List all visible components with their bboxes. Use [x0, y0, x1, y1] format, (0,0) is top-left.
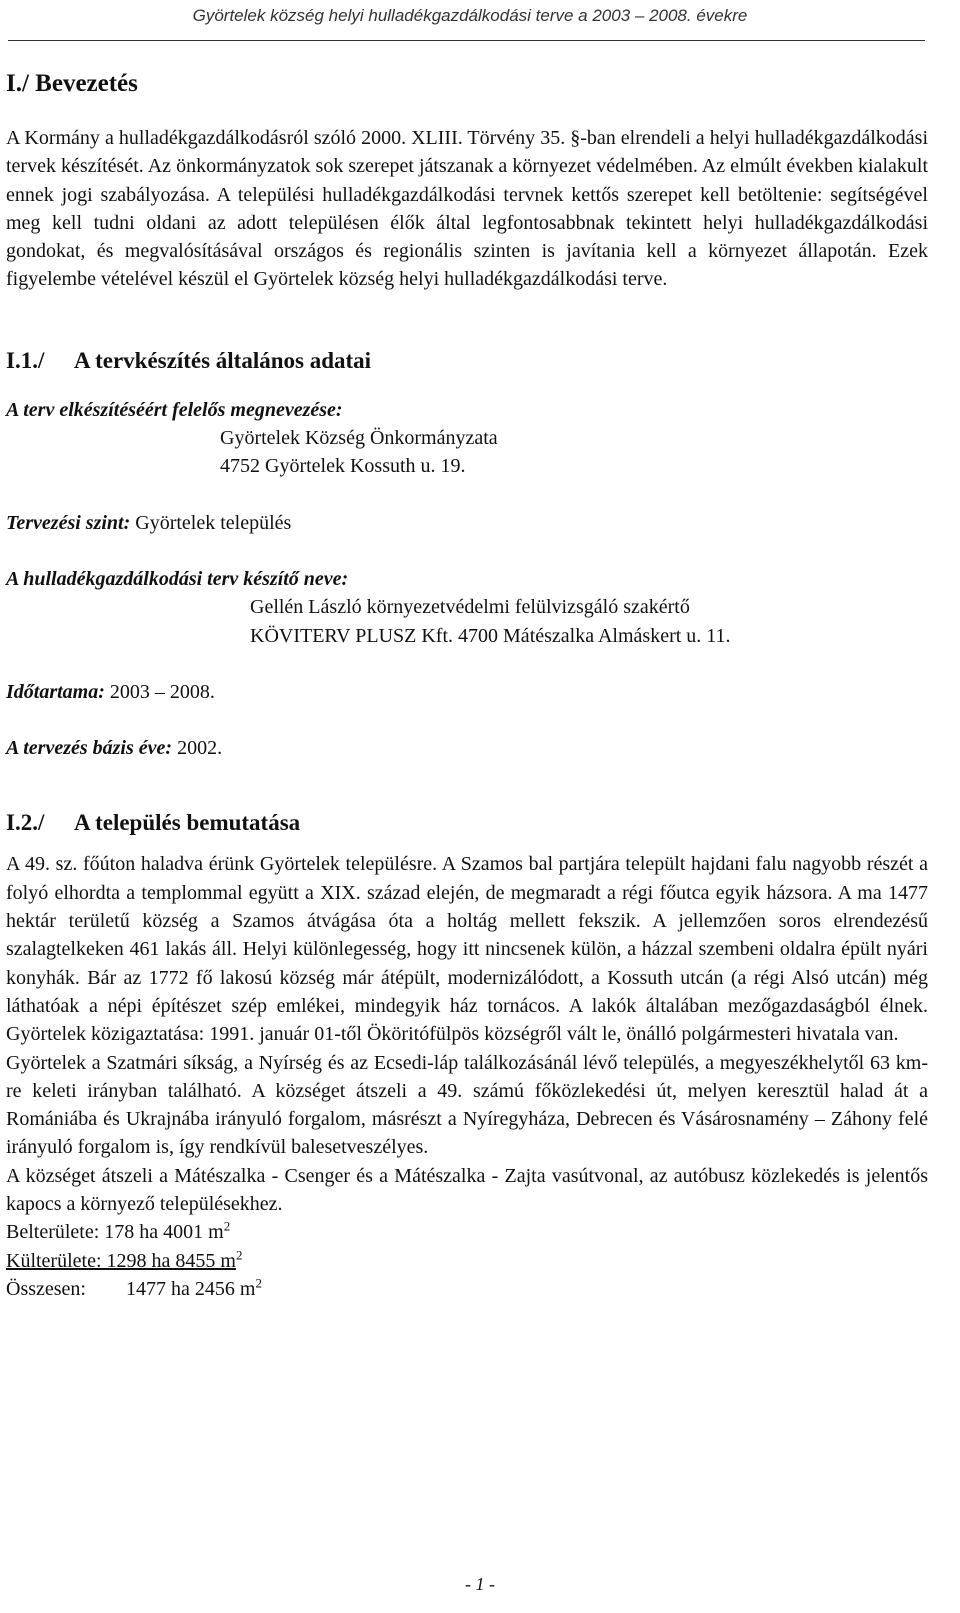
author-line-1: Gellén László környezetvédelmi felülvizsgáló szakértő — [250, 596, 690, 619]
superscript: 2 — [235, 1246, 243, 1262]
base-year — [6, 734, 928, 762]
section-number: I.2./ — [6, 810, 45, 836]
settlement-paragraph-1: A 49. sz. főúton haladva érünk Györtelek településre. A Szamos bal partjára települt hajdani falu nagyobb részét a folyó elhordta a templommal együtt a XIX. század elején, de megmaradt a régi főutca egyik házsora. A ma 1477 hektár területű község a Szamos átvágása óta a holtág mellett fekszik. A jellemzően soros elrendezésű szalagtelkeken 461 lakás áll. Helyi különlegesség, hogy itt nincsenek külön, a házzal szembeni oldalra épült nyári konyhák. Bár az 1772 fő lakosú község már átépült, modernizálódott, a Kossuth utcán (a régi Alsó utcán) még láthatóak a népi építészet szép emlékei, mindegyik ház tornácos. A lakók általában mezőgazdaságból élnek. Györtelek közigaztatása: 1991. január 01-től Ököritófülpös községről vált le, önálló polgármesteri hivatala van. — [6, 853, 928, 1046]
section-number: I.1./ — [6, 347, 45, 373]
section-heading-text: A tervkészítés általános adatai — [74, 347, 372, 373]
introduction-paragraph: A Kormány a hulladékgazdálkodásról szóló 2000. XLIII. Törvény 35. §-ban elrendeli a helyi hulladékgazdálkodási tervek készítését. Az önkormányzatok sok szerepet játszanak a környezet védelmében. Az elmúlt években kialakult ennek jogi szabályozása. A települési hulladékgazdálkodási tervnek kettős szerepet kell betöltenie: segítségével meg kell tudni oldani az adott településen élők által legfontosabbnak tekintett helyi hulladékgazdálkodási gondokat, és megvalósításával országos és regionális szinten is javítania kell a környezet állapotán. Ezek figyelembe vételével készül el Györtelek község helyi hulladékgazdálkodási terve. — [6, 127, 928, 291]
planning-level-label: Tervezési szint: — [6, 511, 131, 534]
base-year-value: 2002. — [172, 737, 223, 760]
responsible-name: Györtelek Község Önkormányzata — [220, 427, 498, 450]
section-title-general-data — [6, 346, 928, 376]
section-heading-text: A település bemutatása — [74, 810, 301, 836]
settlement-paragraph-3: A községet átszeli a Mátészalka - Csenger és a Mátészalka - Zajta vasútvonal, az autóbusz közlekedés is jelentős kapocs a környező településekhez. — [6, 1164, 928, 1216]
duration-value: 2003 – 2008. — [104, 680, 215, 703]
area-total-value: 1477 ha 2456 m — [126, 1277, 256, 1300]
header-rule — [8, 40, 925, 41]
settlement-paragraph-2: Györtelek a Szatmári síkság, a Nyírség és az Ecsedi-láp találkozásánál lévő település, a megyeszékhelytől 63 km-re keleti irányban található. A községet átszeli a 49. számú főközlekedési út, melyen keresztül halad át a Romániába és Ukrajnába irányuló forgalom, másrészt a Nyíregyháza, Debrecen és Vásárosnamény – Záhony felé irányuló forgalom is, így rendkívül balesetveszélyes. — [6, 1051, 928, 1159]
area-inner: Belterülete: 178 ha 4001 $m^2$ — [6, 1218, 231, 1244]
duration-label: Időtartama: — [6, 680, 105, 703]
document-body — [6, 58, 928, 1303]
section-title-introduction: I./ Bevezetés — [6, 70, 138, 97]
responsible-address: 4752 Györtelek Kossuth u. 19. — [220, 455, 466, 478]
superscript: 2 — [255, 1275, 262, 1291]
author-label: A hulladékgazdálkodási terv készítő neve: — [6, 567, 349, 590]
area-total — [6, 1275, 928, 1303]
base-year-label: A tervezés bázis éve: — [6, 737, 173, 760]
page-header: Györtelek község helyi hulladékgazdálkodási terve a 2003 – 2008. évekre — [192, 6, 748, 25]
area-total-label: Összesen: — [6, 1277, 86, 1300]
area-outer: Külterülete: 1298 ha 8455 $m^2$ — [6, 1246, 243, 1272]
duration — [6, 678, 928, 706]
author-line-2: KÖVITERV PLUSZ Kft. 4700 Mátészalka Almáskert u. 11. — [250, 624, 731, 647]
page-number: - 1 - — [465, 1574, 495, 1594]
planning-level-value: Györtelek település — [130, 511, 292, 534]
responsible-label: A terv elkészítéséért felelős megnevezése: — [6, 398, 343, 421]
superscript: 2 — [223, 1218, 231, 1234]
planning-level — [6, 509, 928, 537]
section-title-settlement — [6, 808, 928, 838]
